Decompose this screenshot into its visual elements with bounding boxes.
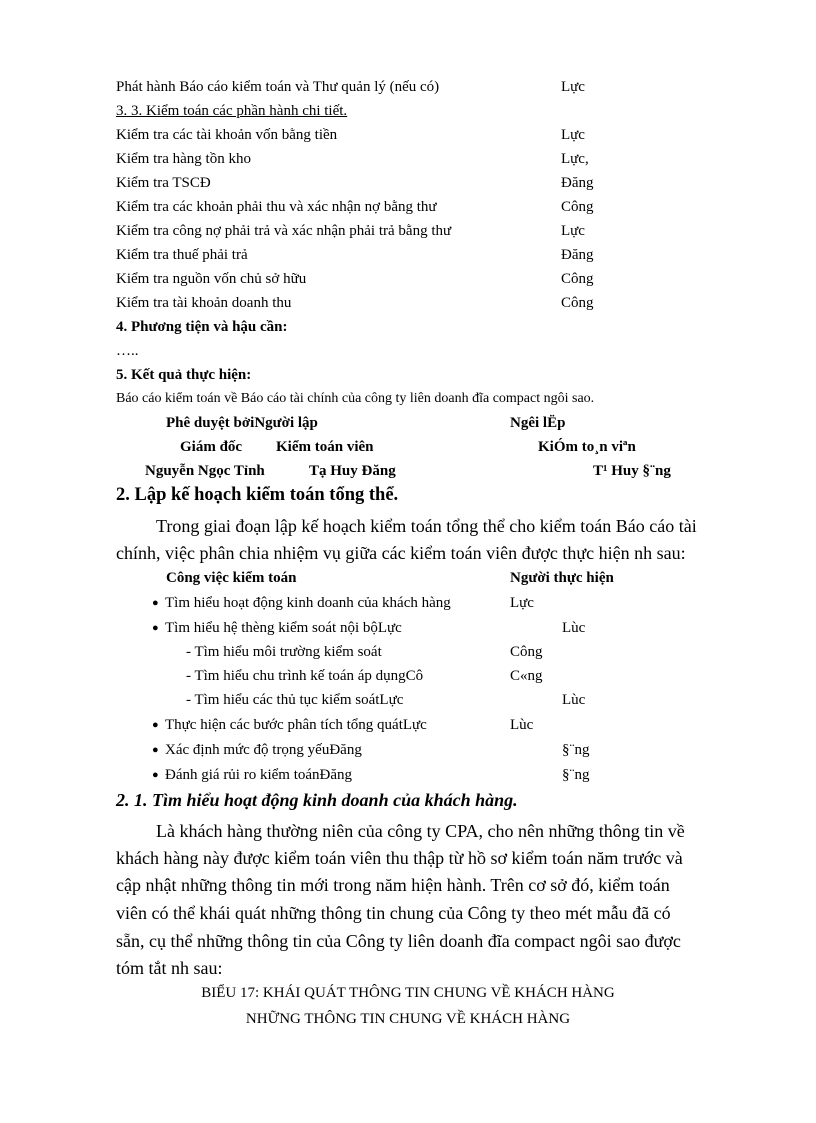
signature-approved-by: Phê duyệt bởiNgười lập <box>166 415 318 431</box>
signature-auditor-title-right: KiÓm to¸n viªn <box>538 439 636 455</box>
task-person: C«ng <box>510 668 543 684</box>
task-person: §¨ng <box>562 742 590 758</box>
section2-para-line2: chính, việc phân chia nhiệm vụ giữa các kiểm toán viên được thực hiện nh sau: <box>116 543 686 563</box>
task-line: Kiểm tra các khoản phải thu và xác nhận nợ bằng thư <box>116 199 437 215</box>
task-person: Đăng <box>561 175 594 191</box>
task-line: Đánh giá rủi ro kiểm toánĐăng <box>165 767 353 783</box>
task-line: Kiểm tra nguồn vốn chủ sở hữu <box>116 271 307 287</box>
task-person: Lực, <box>561 151 589 167</box>
task-person: Công <box>561 295 594 311</box>
signature-director-name: Nguyễn Ngọc Tỉnh <box>145 463 265 479</box>
table-header-task: Công việc kiểm toán <box>166 570 297 586</box>
bullet-icon: ● <box>152 719 159 731</box>
task-line: - Tìm hiểu các thủ tục kiểm soátLực <box>186 692 404 708</box>
subheading-detail-audit: 3. 3. Kiểm toán các phần hành chi tiết. <box>116 103 348 119</box>
section21-line: sẵn, cụ thể những thông tin của Công ty liên doanh đĩa compact ngôi sao được <box>116 931 681 951</box>
figure-subcaption: NHỮNG THÔNG TIN CHUNG VỀ KHÁCH HÀNG <box>245 1011 571 1027</box>
bullet-icon: ● <box>152 622 159 634</box>
section5-content: Báo cáo kiểm toán về Báo cáo tài chính của công ty liên doanh đĩa compact ngôi sao. <box>116 391 595 406</box>
section21-line: cập nhật những thông tin mới trong năm hiện hành. Trên cơ sở đó, kiểm toán <box>116 875 670 895</box>
task-line: Tìm hiểu hệ thèng kiểm soát nội bộLực <box>165 620 402 636</box>
task-person: Công <box>561 199 594 215</box>
task-line: Kiểm tra tài khoản doanh thu <box>116 295 292 311</box>
task-line: Tìm hiểu hoạt động kinh doanh của khách hàng <box>165 595 451 611</box>
signature-auditor-name: Tạ Huy Đăng <box>309 463 396 479</box>
task-line: Kiểm tra thuế phải trả <box>116 247 248 263</box>
task-line: Thực hiện các bước phân tích tổng quátLực <box>165 717 427 733</box>
bullet-icon: ● <box>152 744 159 756</box>
task-person: Đăng <box>561 247 594 263</box>
task-line: Phát hành Báo cáo kiểm toán và Thư quản lý (nếu có) <box>116 79 440 95</box>
figure-caption: BIỂU 17: KHÁI QUÁT THÔNG TIN CHUNG VỀ KHÁCH HÀNG <box>201 985 615 1001</box>
signature-auditor-name-right: T¹ Huy §¨ng <box>593 463 671 479</box>
signature-preparer: Ngêi lËp <box>510 415 566 431</box>
task-person: Lực <box>561 223 585 239</box>
task-person: Lùc <box>562 620 586 636</box>
section4-heading: 4. Phương tiện và hậu cần: <box>116 319 288 335</box>
task-line: Kiểm tra các tài khoản vốn bằng tiền <box>116 127 338 143</box>
task-person: Công <box>561 271 594 287</box>
task-person: Lực <box>510 595 534 611</box>
bullet-icon: ● <box>152 597 159 609</box>
bullet-icon: ● <box>152 769 159 781</box>
table-header-person: Người thực hiện <box>510 570 614 586</box>
section2-heading: 2. Lập kế hoạch kiểm toán tổng thể. <box>116 485 399 505</box>
task-line: Kiểm tra công nợ phải trả và xác nhận phải trả bằng thư <box>116 223 452 239</box>
task-line: Kiểm tra TSCĐ <box>116 175 211 191</box>
section21-line: khách hàng này được kiểm toán viên thu thập từ hồ sơ kiểm toán năm trước và <box>116 848 683 868</box>
task-line: Xác định mức độ trọng yếuĐăng <box>165 742 362 758</box>
section21-line: tóm tắt nh sau: <box>116 958 223 978</box>
section21-heading: 2. 1. Tìm hiểu hoạt động kinh doanh của khách hàng. <box>116 790 518 810</box>
signature-auditor-title: Kiểm toán viên <box>276 439 374 455</box>
task-line: - Tìm hiểu môi trường kiểm soát <box>186 644 382 660</box>
task-person: Lùc <box>562 692 586 708</box>
section5-heading: 5. Kết quả thực hiện: <box>116 367 252 383</box>
section4-content: ….. <box>116 343 139 359</box>
task-person: Công <box>510 644 543 660</box>
task-line: - Tìm hiểu chu trình kế toán áp dụngCô <box>186 668 424 684</box>
task-person: §¨ng <box>562 767 590 783</box>
task-person: Lực <box>561 79 585 95</box>
section21-line: viên có thể khái quát những thông tin chung của Công ty theo mét mẫu đã có <box>116 903 671 923</box>
task-line: Kiểm tra hàng tồn kho <box>116 151 251 167</box>
task-person: Lùc <box>510 717 534 733</box>
signature-director-title: Giám đốc <box>180 439 243 455</box>
section2-para-line1: Trong giai đoạn lập kế hoạch kiểm toán tổng thể cho kiểm toán Báo cáo tài <box>156 516 697 536</box>
section21-line: Là khách hàng thường niên của công ty CPA, cho nên những thông tin về <box>156 821 685 841</box>
task-person: Lực <box>561 127 585 143</box>
